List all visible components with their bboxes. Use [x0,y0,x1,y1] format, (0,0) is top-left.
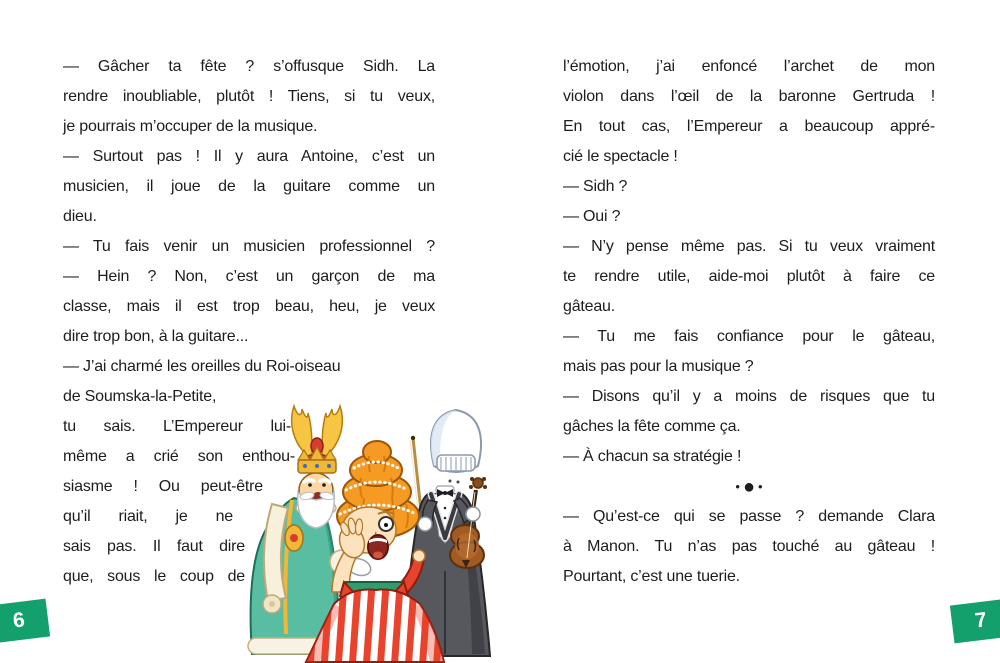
text-line: que, sous le coup de [63,568,245,585]
text-line: classe, mais il est trop beau, heu, je veux [63,298,435,315]
story-illustration [228,386,502,663]
text-line: — Disons qu’il y a moins de risques que tu [563,388,935,405]
text-line: En tout cas, l’Empereur a beaucoup appré- [563,118,935,135]
section-separator [563,472,935,502]
text-line: te rendre utile, aide-moi plutôt à faire ce [563,268,935,285]
right-text-column [563,52,935,592]
text-line: — À chacun sa stratégie ! [563,448,742,465]
text-line: qu’il riait, je ne [63,508,233,525]
text-line: l’émotion, j’ai enfoncé l’archet de mon [563,58,935,75]
text-line: — Gâcher ta fête ? s’offusque Sidh. La [63,58,435,75]
text-line: — Hein ? Non, c’est un garçon de ma [63,268,435,285]
text-line: tu sais. L’Empereur lui- [63,418,291,435]
separator-dot-icon: • [735,479,740,494]
text-line: même a crié son enthou- [63,448,295,465]
right-text-block-b [563,502,935,592]
separator-dot-icon: • [758,479,763,494]
text-line: cié le spectacle ! [563,148,678,165]
text-line: — Tu fais venir un musicien professionnel ? [63,238,435,255]
page-number-badge [950,599,1000,644]
text-line: musicien, il joue de la guitare comme un [63,178,435,195]
text-line: dieu. [63,208,97,225]
text-line: gâches la fête comme ça. [563,418,741,435]
text-line: — N’y pense même pas. Si tu veux vraiment [563,238,935,255]
page-number-badge [0,599,50,644]
text-line: — Sidh ? [563,178,628,195]
text-line: je pourrais m’occuper de la musique. [63,118,318,135]
right-text-block-a [563,52,935,472]
page-number: 7 [973,608,989,633]
text-line: rendre inoubliable, plutôt ! Tiens, si tu veux, [63,88,435,105]
separator-dot-icon: ● [742,476,756,498]
text-line: sais pas. Il faut dire [63,538,245,555]
page-number: 6 [11,608,27,633]
chef-hat-icon [431,410,481,472]
text-line: Pourtant, c’est une tuerie. [563,568,740,585]
text-line: mais pas pour la musique ? [563,358,754,375]
text-line: — Qu’est-ce qui se passe ? demande Clara [563,508,935,525]
text-line: — Tu me fais confiance pour le gâteau, [563,328,935,345]
text-line: à Manon. Tu n’as pas touché au gâteau ! [563,538,935,555]
page-right [500,0,1000,663]
text-line: — J’ai charmé les oreilles du Roi-oiseau [63,358,341,375]
text-line: siasme ! Ou peut-être [63,478,263,495]
text-line: — Surtout pas ! Il y aura Antoine, c’est un [63,148,435,165]
text-line: de Soumska-la-Petite, [63,388,217,405]
text-line: gâteau. [563,298,615,315]
text-line: dire trop bon, à la guitare... [63,328,249,345]
text-line: — Oui ? [563,208,621,225]
text-line: violon dans l’œil de la baronne Gertruda ! [563,88,935,105]
